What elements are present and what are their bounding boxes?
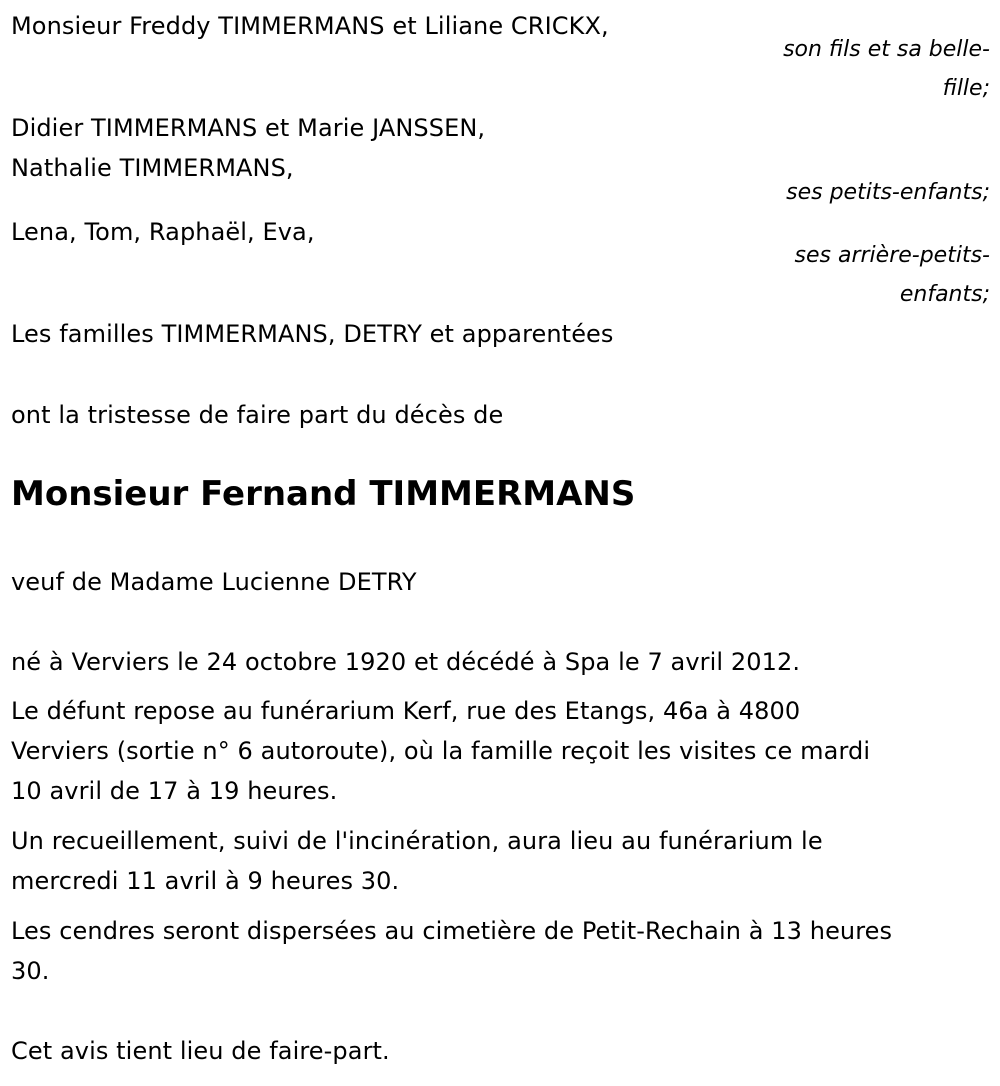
- grandchild-names-2: Nathalie TIMMERMANS,: [11, 154, 294, 182]
- repose-line-3: 10 avril de 17 à 19 heures.: [11, 777, 338, 805]
- son-relation-line1: son fils et sa belle-: [783, 37, 990, 62]
- birth-death-line: né à Verviers le 24 octobre 1920 et décédé à Spa le 7 avril 2012.: [11, 648, 801, 676]
- ashes-line-2: 30.: [11, 957, 50, 985]
- great-grandchildren-relation-line2: enfants;: [899, 282, 990, 307]
- repose-line-2: Verviers (sortie n° 6 autoroute), où la famille reçoit les visites ce mardi: [11, 737, 871, 765]
- extended-families: Les familles TIMMERMANS, DETRY et apparentées: [11, 320, 614, 348]
- deceased-name: Monsieur Fernand TIMMERMANS: [11, 474, 636, 514]
- ceremony-line-2: mercredi 11 avril à 9 heures 30.: [11, 867, 400, 895]
- son-names: Monsieur Freddy TIMMERMANS et Liliane CRICKX,: [11, 12, 609, 40]
- great-grandchildren-names: Lena, Tom, Raphaël, Eva,: [11, 218, 315, 246]
- ceremony-line-1: Un recueillement, suivi de l'incinération, aura lieu au funérarium le: [11, 827, 823, 855]
- grandchild-names-1: Didier TIMMERMANS et Marie JANSSEN,: [11, 114, 486, 142]
- closing-line: Cet avis tient lieu de faire-part.: [11, 1037, 390, 1065]
- great-grandchildren-relation-line1: ses arrière-petits-: [794, 243, 990, 268]
- announcement-intro: ont la tristesse de faire part du décès de: [11, 401, 504, 429]
- ashes-line-1: Les cendres seront dispersées au cimetière de Petit-Rechain à 13 heures: [11, 917, 893, 945]
- widower-line: veuf de Madame Lucienne DETRY: [11, 568, 417, 596]
- grandchildren-relation: ses petits-enfants;: [786, 180, 990, 205]
- repose-line-1: Le défunt repose au funérarium Kerf, rue des Etangs, 46a à 4800: [11, 697, 801, 725]
- son-relation-line2: fille;: [942, 76, 990, 101]
